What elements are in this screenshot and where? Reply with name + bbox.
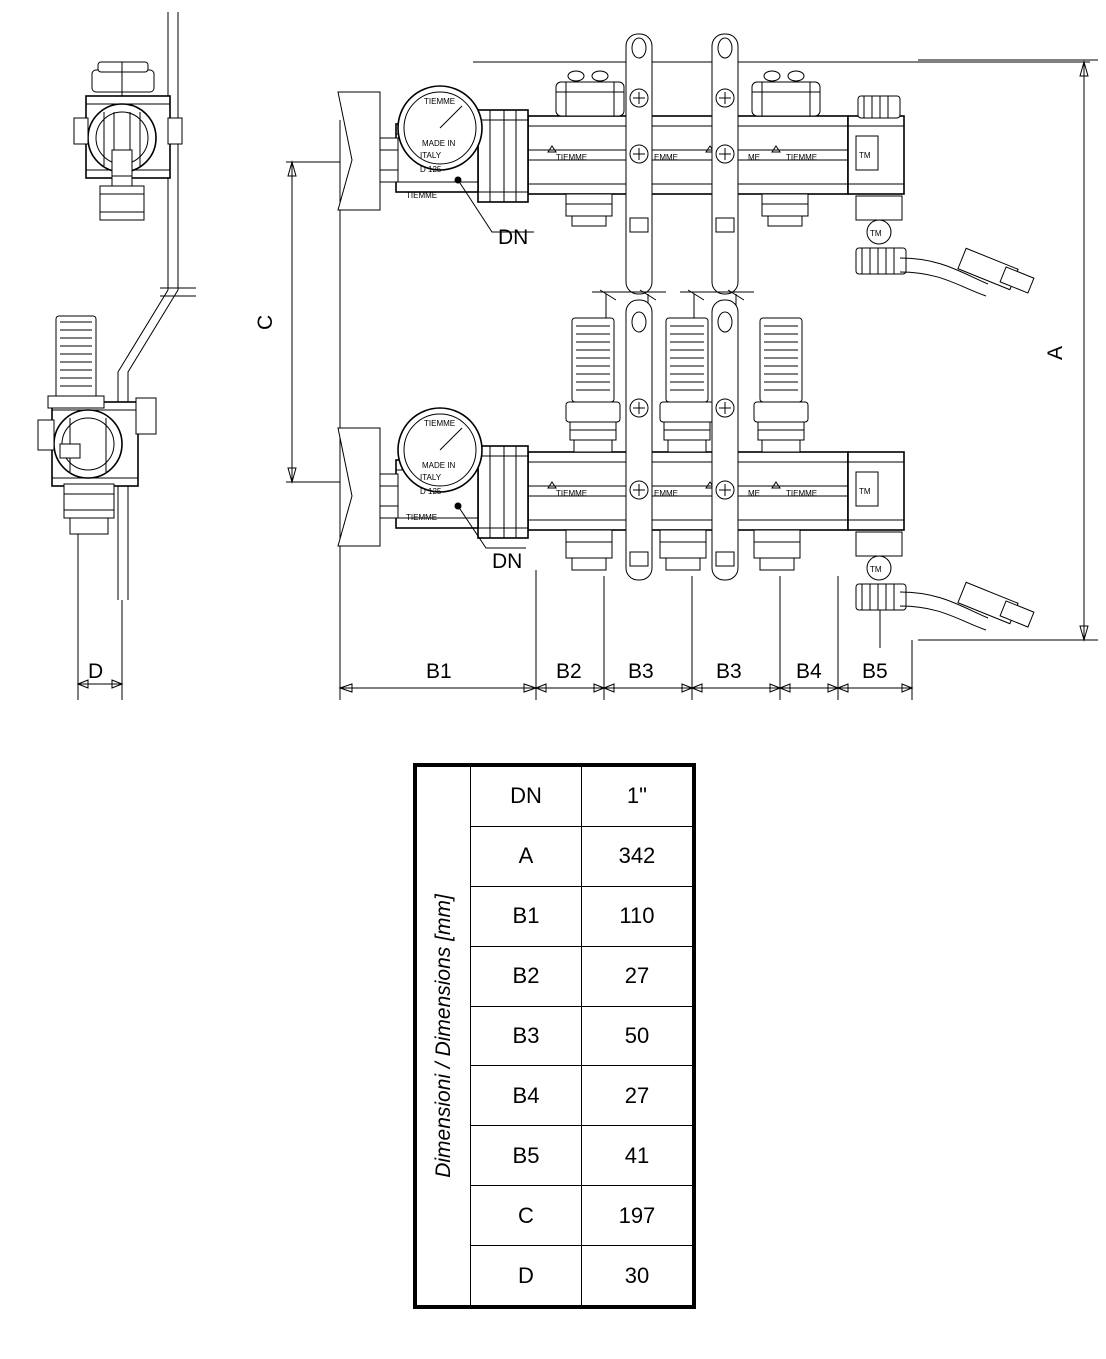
top-manifold — [338, 34, 1034, 296]
table-value-b4: 27 — [581, 1066, 692, 1126]
table-key-b3: B3 — [471, 1006, 582, 1066]
dim-b1-label: B1 — [426, 660, 452, 683]
dn-top-label: DN — [498, 226, 529, 249]
bracket-lower-left — [626, 300, 652, 580]
gauge2-text-d125: D 125 — [420, 487, 442, 496]
gauge2-text-italy: ITALY — [420, 473, 442, 482]
top-bar-lower-outlets — [566, 194, 808, 226]
dim-b2-label: B2 — [556, 660, 582, 683]
valve-mark-tm-1: TM — [859, 151, 871, 160]
gauge-brand: TIEMME — [424, 97, 456, 106]
brand-mark-b2: EMME — [654, 489, 678, 498]
mounting-bracket-right — [712, 34, 738, 294]
brand-mark-3: ME — [748, 153, 760, 162]
table-key-c: C — [471, 1186, 582, 1246]
top-outlet-caps — [556, 71, 820, 116]
table-key-b4: B4 — [471, 1066, 582, 1126]
table-value-a: 342 — [581, 826, 692, 886]
dim-d-group — [78, 534, 122, 700]
table-value-c: 197 — [581, 1186, 692, 1246]
dim-a-label: A — [1044, 345, 1067, 360]
flowmeter-3 — [754, 318, 808, 452]
flowmeters — [566, 318, 808, 452]
table-value-b5: 41 — [581, 1126, 692, 1186]
table-key-d: D — [471, 1246, 582, 1306]
table-key-a: A — [471, 826, 582, 886]
dim-c-group — [254, 162, 340, 482]
bottom-manifold — [338, 300, 1034, 648]
table-value-b1: 110 — [581, 886, 692, 946]
table-row-header-label: Dimensioni / Dimensions [mm] — [431, 894, 455, 1178]
top-left-assembly — [338, 86, 528, 210]
side-view-group — [38, 12, 196, 700]
bottom-outlets — [566, 530, 800, 570]
table-key-b5: B5 — [471, 1126, 582, 1186]
valve-mark-tm-2: TM — [870, 229, 882, 238]
dim-c-label: C — [254, 314, 277, 330]
top-right-assembly — [848, 96, 1034, 296]
dim-b5-label: B5 — [862, 660, 888, 683]
dim-b3-left-label: B3 — [628, 660, 654, 683]
side-view-bottom-valve — [38, 316, 156, 534]
brand-mark-b1: TIEMME — [556, 489, 588, 498]
brand-mark-4: TIEMME — [786, 153, 818, 162]
dim-d-label: D — [88, 660, 104, 683]
dim-a-group — [1044, 62, 1088, 640]
flowmeter-2 — [660, 318, 714, 452]
mounting-bracket-left — [626, 34, 652, 294]
bracket-lower-right — [712, 300, 738, 580]
gauge2-brand-bottom: TIEMME — [406, 513, 438, 522]
dim-b-chain — [340, 570, 912, 700]
table-value-b2: 27 — [581, 946, 692, 1006]
table-key-b1: B1 — [471, 886, 582, 946]
table-key-dn: DN — [471, 767, 582, 827]
bottom-left-assembly — [338, 408, 528, 546]
table-key-b2: B2 — [471, 946, 582, 1006]
table-value-dn: 1" — [581, 767, 692, 827]
side-view-top-valve — [74, 62, 182, 220]
brand-mark-1: TIEMME — [556, 153, 588, 162]
table-value-b3: 50 — [581, 1006, 692, 1066]
valve-mark-tm-3: TM — [859, 487, 871, 496]
brand-mark-2: EMME — [654, 153, 678, 162]
gauge2-text-made-in: MADE IN — [422, 461, 456, 470]
flowmeter-1 — [566, 318, 620, 452]
front-view-group — [254, 34, 1098, 700]
dim-b4-label: B4 — [796, 660, 822, 683]
dimensions-table — [413, 763, 696, 1309]
table-row-header — [417, 767, 471, 1306]
dim-b3-right-label: B3 — [716, 660, 742, 683]
gauge-text-d125: D 125 — [420, 165, 442, 174]
gauge2-brand: TIEMME — [424, 419, 456, 428]
brand-mark-b4: TIEMME — [786, 489, 818, 498]
brand-mark-b3: ME — [748, 489, 760, 498]
gauge-text-made-in: MADE IN — [422, 139, 456, 148]
gauge-text-italy: ITALY — [420, 151, 442, 160]
dn-bottom-label: DN — [492, 550, 523, 573]
gauge-brand-bottom: TIEMME — [406, 191, 438, 200]
bottom-right-assembly — [848, 452, 1034, 648]
table-value-d: 30 — [581, 1246, 692, 1306]
valve-mark-tm-4: TM — [870, 565, 882, 574]
